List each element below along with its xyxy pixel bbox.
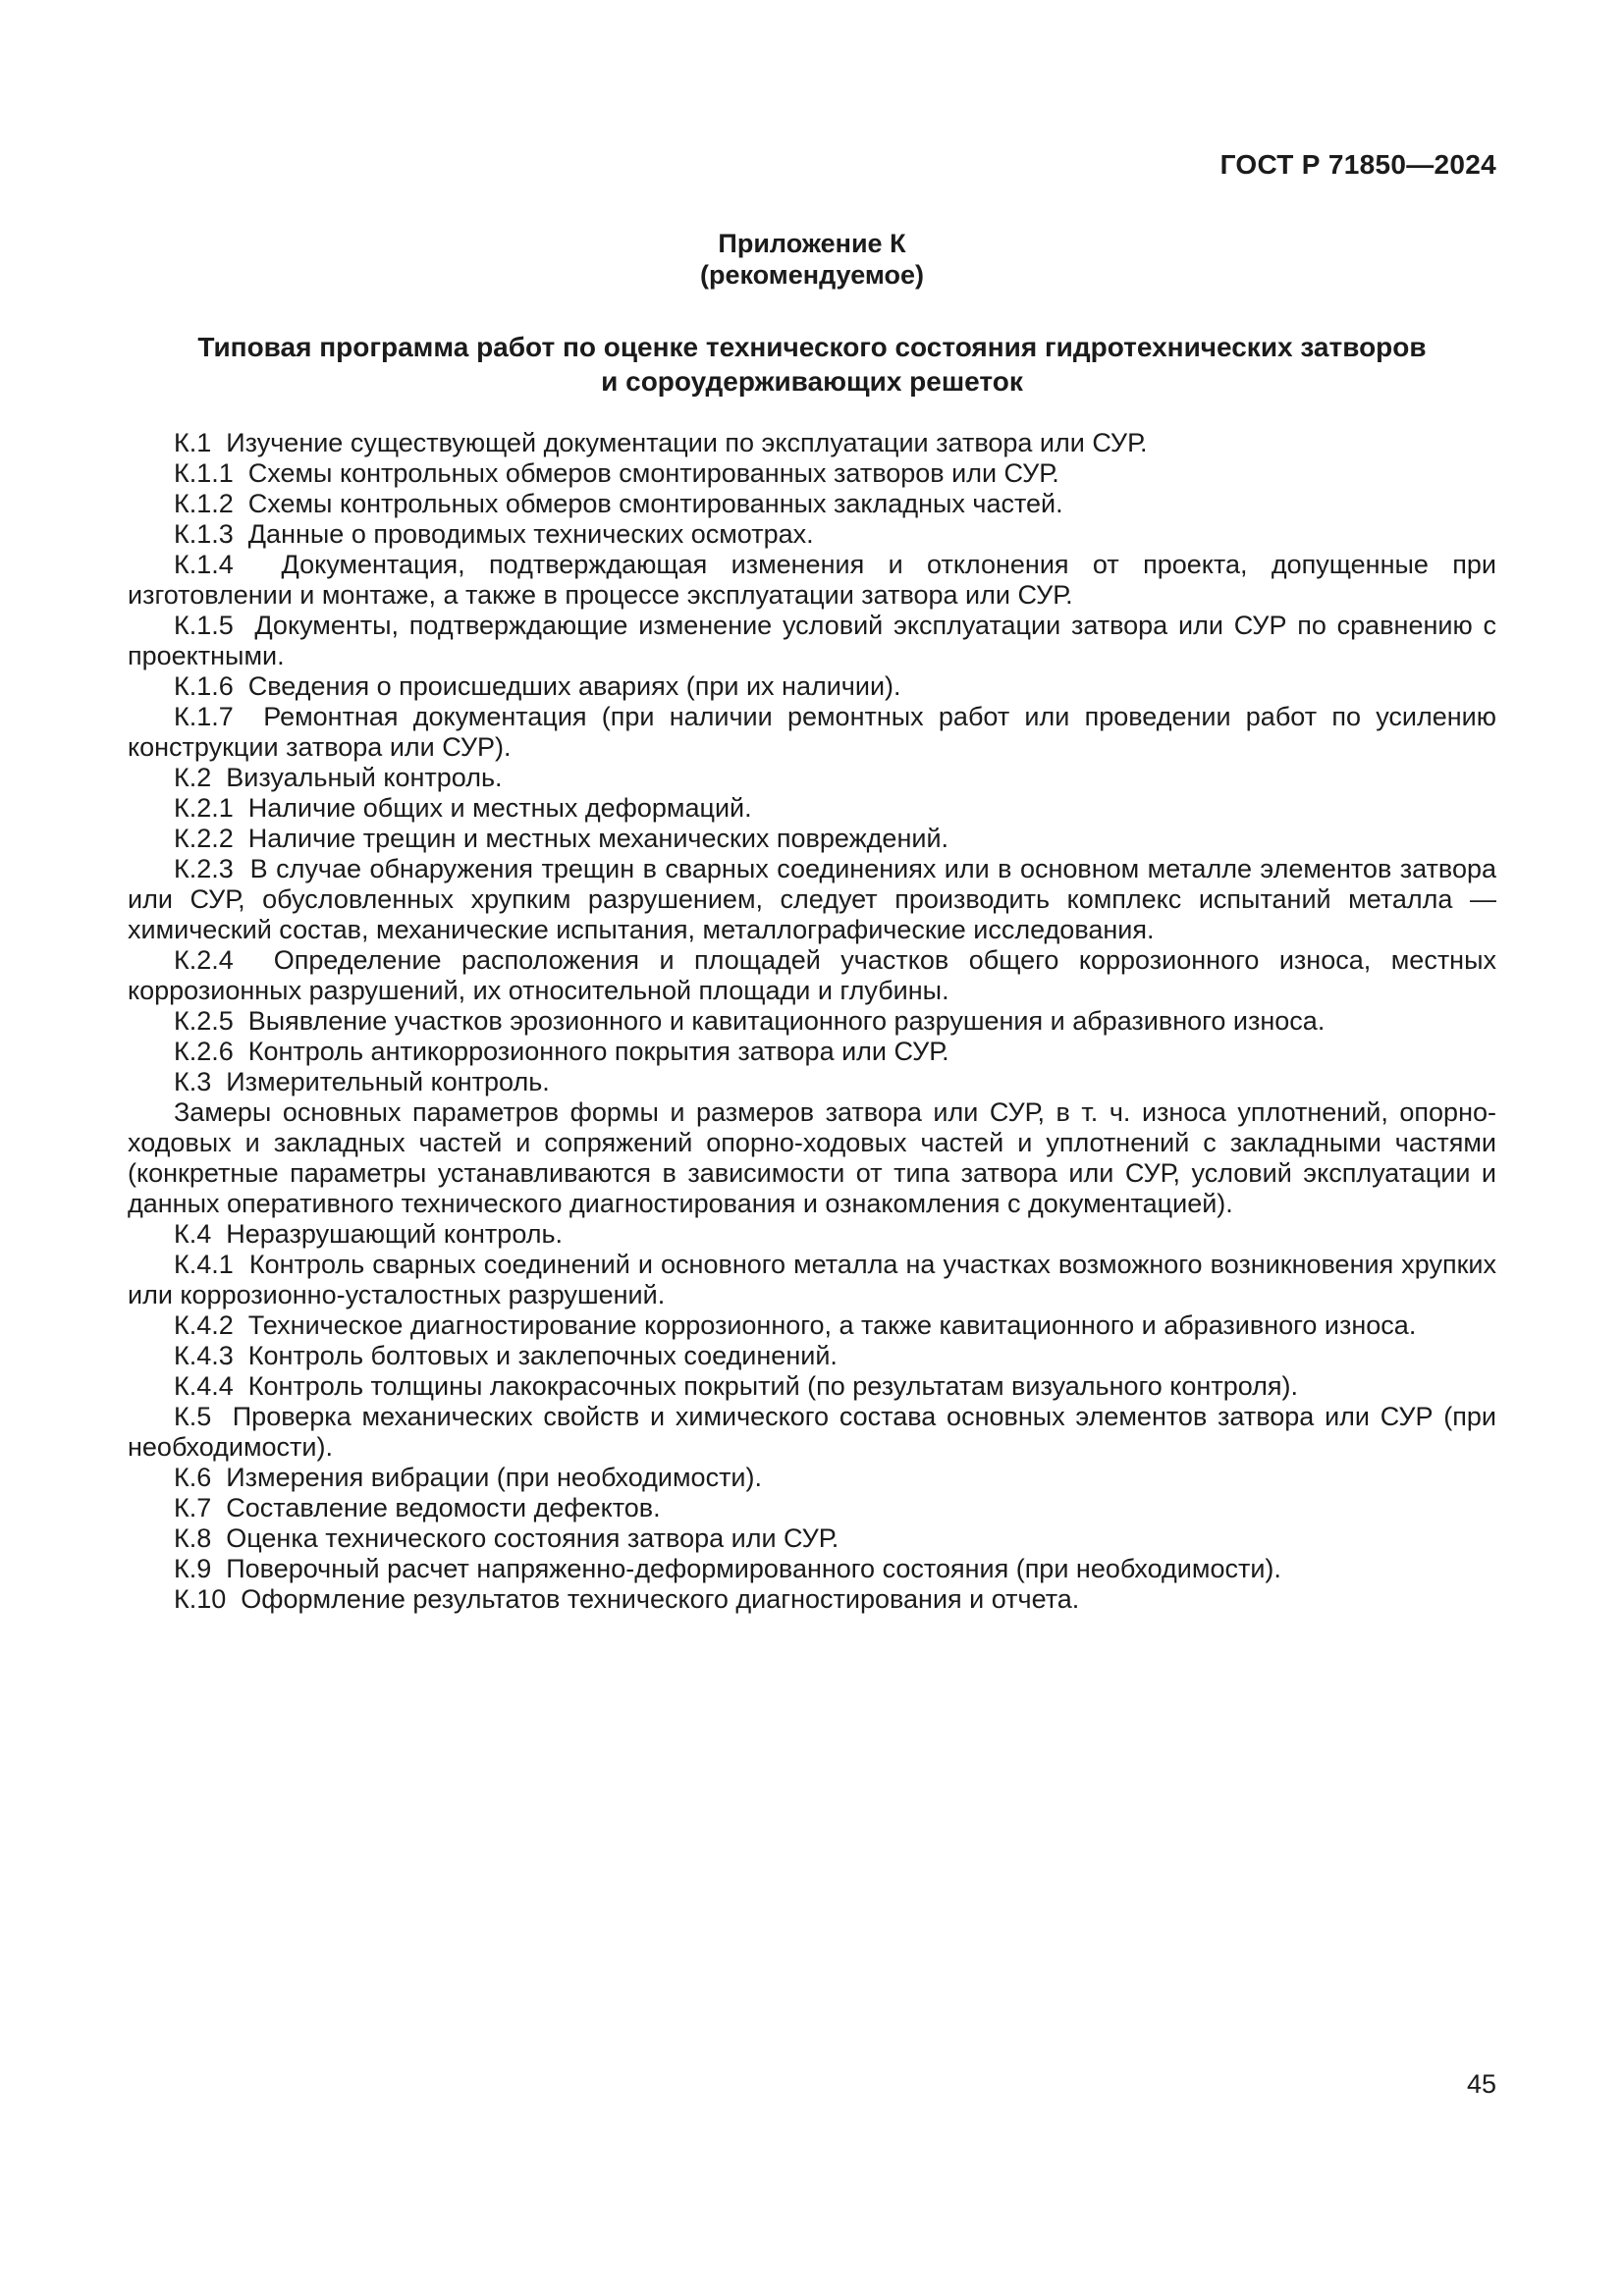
paragraph-k1-1: К.1.1 Схемы контрольных обмеров смонтированных затворов или СУР.	[174, 458, 1059, 488]
paragraph-k1-5: К.1.5 Документы, подтверждающие изменение условий эксплуатации затвора или СУР по сравнению с проектными.	[128, 611, 1496, 670]
paragraph-k2-1: К.2.1 Наличие общих и местных деформаций.	[174, 793, 752, 823]
appendix-label: Приложение К	[718, 229, 906, 258]
paragraph-k1-2: К.1.2 Схемы контрольных обмеров смонтированных закладных частей.	[174, 489, 1063, 518]
paragraph-k1-4: К.1.4 Документация, подтверждающая изменения и отклонения от проекта, допущенные при изготовлении и монтаже, а также в процессе эксплуатации затвора или СУР.	[128, 550, 1496, 610]
paragraph-k8: К.8 Оценка технического состояния затвора или СУР.	[174, 1523, 839, 1553]
page-number: 45	[1466, 2069, 1496, 2099]
paragraph-k4-1: К.4.1 Контроль сварных соединений и основного металла на участках возможного возникновения хрупких или коррозионно-усталостных разрушений.	[128, 1250, 1496, 1309]
paragraph-k5: К.5 Проверка механических свойств и химического состава основных элементов затвора или СУР (при необходимости).	[128, 1402, 1496, 1462]
document-body	[128, 428, 1496, 1615]
paragraph-k2: К.2 Визуальный контроль.	[174, 763, 503, 792]
paragraph-k4-3: К.4.3 Контроль болтовых и заклепочных соединений.	[174, 1341, 838, 1370]
document-header	[128, 149, 1496, 181]
paragraph-k10: К.10 Оформление результатов технического диагностирования и отчета.	[174, 1584, 1080, 1614]
paragraph-k1-6: К.1.6 Сведения о происшедших авариях (при их наличии).	[174, 671, 901, 701]
paragraph-k1-3: К.1.3 Данные о проводимых технических осмотрах.	[174, 519, 814, 549]
paragraph-k3-note: Замеры основных параметров формы и размеров затвора или СУР, в т. ч. износа уплотнений, опорно-ходовых и закладных частей и сопряжений опорно-ходовых частей и уплотнений с закладными частями (конкретные параметры устанавливаются в зависимости от типа затвора или СУР, условий эксплуатации и данных оперативного технического диагностирования и ознакомления с документацией).	[128, 1097, 1496, 1218]
appendix-title-line-2: и сороудерживающих решеток	[601, 366, 1023, 397]
paragraph-k2-4: К.2.4 Определение расположения и площадей участков общего коррозионного износа, местных коррозионных разрушений, их относительной площади и глубины.	[128, 945, 1496, 1005]
paragraph-k2-6: К.2.6 Контроль антикоррозионного покрытия затвора или СУР.	[174, 1037, 949, 1066]
paragraph-k4: К.4 Неразрушающий контроль.	[174, 1219, 564, 1249]
paragraph-k1-7: К.1.7 Ремонтная документация (при наличии ремонтных работ или проведении работ по усилению конструкции затвора или СУР).	[128, 702, 1496, 762]
appendix-title-line-1: Типовая программа работ по оценке технического состояния гидротехнических затворов	[197, 332, 1427, 362]
paragraph-k4-4: К.4.4 Контроль толщины лакокрасочных покрытий (по результатам визуального контроля).	[174, 1371, 1299, 1401]
paragraph-k1: К.1 Изучение существующей документации по эксплуатации затвора или СУР.	[174, 428, 1148, 457]
paragraph-k6: К.6 Измерения вибрации (при необходимости).	[174, 1463, 763, 1492]
paragraph-k2-3: К.2.3 В случае обнаружения трещин в сварных соединениях или в основном металле элементов затвора или СУР, обусловленных хрупким разрушением, следует производить комплекс испытаний металла — химический состав, механические испытания, металлографические исследования.	[128, 854, 1496, 944]
paragraph-k9: К.9 Поверочный расчет напряженно-деформированного состояния (при необходимости).	[174, 1554, 1281, 1583]
paragraph-k3: К.3 Измерительный контроль.	[174, 1067, 550, 1096]
standard-number: ГОСТ Р 71850—2024	[1219, 149, 1496, 180]
paragraph-k4-2: К.4.2 Техническое диагностирование коррозионного, а также кавитационного и абразивного износа.	[174, 1310, 1417, 1340]
appendix-title	[128, 330, 1496, 399]
paragraph-k2-5: К.2.5 Выявление участков эрозионного и кавитационного разрушения и абразивного износа.	[174, 1006, 1326, 1036]
paragraph-k2-2: К.2.2 Наличие трещин и местных механических повреждений.	[174, 824, 949, 853]
appendix-type: (рекомендуемое)	[700, 260, 924, 290]
paragraph-k7: К.7 Составление ведомости дефектов.	[174, 1493, 661, 1522]
